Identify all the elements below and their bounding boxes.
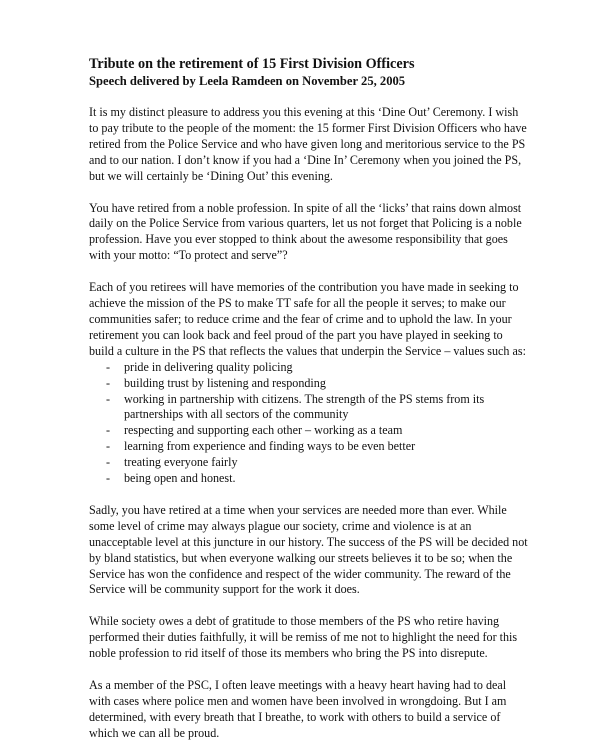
list-item	[89, 455, 529, 471]
list-item-text: learning from experience and finding ways to be even better	[124, 439, 416, 454]
bullet-dash: -	[106, 455, 111, 470]
list-item	[89, 392, 529, 424]
values-list	[89, 360, 529, 487]
list-item	[89, 471, 529, 487]
list-item-text: treating everyone fairly	[124, 455, 238, 470]
list-item-text: building trust by listening and responding	[124, 375, 326, 390]
bullet-dash: -	[106, 471, 111, 486]
document-title: Tribute on the retirement of 15 First Division Officers	[89, 56, 415, 72]
list-item	[89, 360, 529, 376]
bullet-dash: -	[106, 439, 111, 454]
bullet-dash: -	[106, 423, 111, 438]
bullet-dash: -	[106, 375, 111, 390]
list-item-text: pride in delivering quality policing	[124, 359, 293, 374]
document-page	[89, 56, 529, 742]
list-item	[89, 439, 529, 455]
paragraph-4: Sadly, you have retired at a time when your services are needed more than ever. While some level of crime may always plague our society, crime and violence is at an unacceptable level at this juncture in our history. The success of the PS will be decided not by bland statistics, but when everyone walking our streets believes it to be so; when the Service has won the confidence and respect of the wider community. The reward of the Service will be community support for the work it does.	[89, 502, 528, 597]
paragraph-3: Each of you retirees will have memories of the contribution you have made in seeking to achieve the mission of the PS to make TT safe for all the people it serves; to make our communities safer; to reduce crime and the fear of crime and to uphold the law. In your retirement you can look back and feel proud of the part you have played in seeking to build a culture in the PS that reflects the values that underpin the Service – values such as:	[89, 280, 526, 358]
list-item-text: working in partnership with citizens. The strength of the PS stems from its partnerships with all sectors of the community	[124, 391, 485, 422]
list-item-text: respecting and supporting each other – working as a team	[124, 423, 403, 438]
list-item	[89, 376, 529, 392]
paragraph-6: As a member of the PSC, I often leave meetings with a heavy heart having had to deal with cases where police men and women have been involved in wrongdoing. But I am determined, with every breath that I breathe, to work with others to build a service of which we can all be proud.	[89, 678, 507, 740]
bullet-dash: -	[106, 391, 111, 406]
list-item-text: being open and honest.	[124, 471, 236, 486]
document-subtitle: Speech delivered by Leela Ramdeen on November 25, 2005	[89, 74, 406, 88]
bullet-dash: -	[106, 359, 111, 374]
paragraph-5: While society owes a debt of gratitude to those members of the PS who retire having performed their duties faithfully, it will be remiss of me not to highlight the need for this noble profession to rid itself of those its members who bring the PS into disrepute.	[89, 614, 518, 661]
paragraph-2: You have retired from a noble profession. In spite of all the ‘licks’ that rains down almost daily on the Police Service from various quarters, let us not forget that Policing is a noble profession. Have you ever stopped to think about the awesome responsibility that goes with your motto: “To protect and serve”?	[89, 200, 522, 263]
paragraph-1: It is my distinct pleasure to address you this evening at this ‘Dine Out’ Ceremony. I wish to pay tribute to the people of the moment: the 15 former First Division Officers who have retired from the Police Service and who have given long and meritorious service to the PS and to our nation. I don’t know if you had a ‘Dine In’ Ceremony when you joined the PS, but we will certainly be ‘Dining Out’ this evening.	[89, 105, 527, 183]
list-item	[89, 423, 529, 439]
